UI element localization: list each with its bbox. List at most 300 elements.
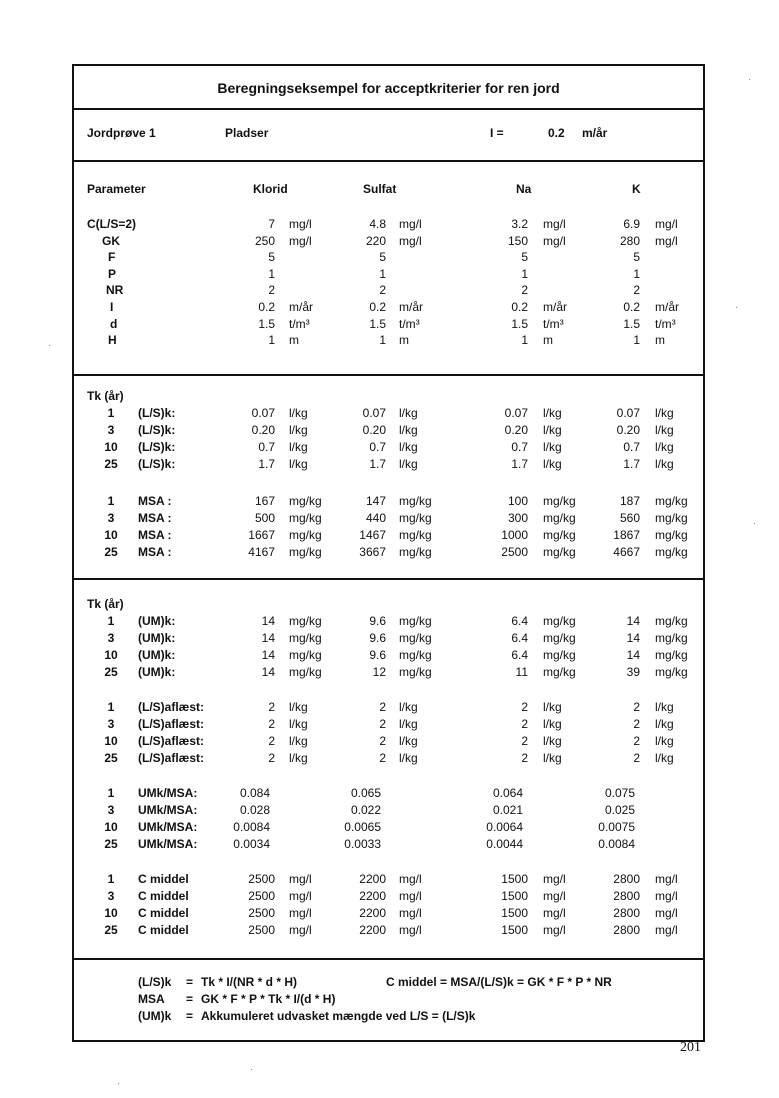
param-value: 4.8: [369, 217, 386, 231]
cell-unit: mg/kg: [543, 665, 576, 679]
tk-value: 3: [107, 889, 115, 903]
cell-unit: mg/kg: [399, 631, 432, 645]
divider-title: [72, 108, 705, 110]
param-unit: mg/l: [399, 234, 422, 248]
cell-unit: l/kg: [399, 423, 418, 437]
scan-speck: ·: [117, 1078, 121, 1089]
cell-unit: mg/kg: [543, 494, 576, 508]
param-unit: t/m³: [655, 317, 676, 331]
cell-unit: mg/kg: [289, 648, 322, 662]
cell-unit: mg/kg: [289, 528, 322, 542]
cell-value: 0.022: [350, 803, 381, 817]
cell-unit: mg/kg: [655, 511, 688, 525]
param-unit: t/m³: [289, 317, 310, 331]
cell-unit: l/kg: [399, 440, 418, 454]
param-unit: m/år: [399, 300, 423, 314]
page-title: Beregningseksempel for acceptkriterier for ren jord: [217, 80, 560, 96]
cell-value: 14: [261, 665, 275, 679]
cell-value: 1500: [501, 889, 528, 903]
place-label: Pladser: [225, 126, 269, 140]
row-label: (UM)k:: [138, 614, 176, 628]
cell-value: 560: [619, 511, 640, 525]
tk-value: 1: [107, 614, 115, 628]
cell-unit: l/kg: [543, 457, 562, 471]
tk-label: Tk (år): [87, 389, 124, 403]
param-label: I: [110, 300, 114, 314]
cell-value: 0.0075: [598, 820, 635, 834]
row-label: (UM)k:: [138, 665, 176, 679]
tk-value: 10: [104, 648, 118, 662]
cell-unit: l/kg: [399, 734, 418, 748]
cell-value: 500: [254, 511, 275, 525]
cell-value: 1.7: [369, 457, 386, 471]
tk-value: 25: [104, 923, 118, 937]
cell-unit: mg/kg: [655, 528, 688, 542]
cell-unit: mg/l: [655, 889, 678, 903]
cell-value: 2500: [248, 923, 275, 937]
cell-unit: mg/l: [399, 923, 422, 937]
row-label: C middel: [138, 872, 189, 886]
cell-unit: mg/kg: [289, 665, 322, 679]
row-label: (L/S)k:: [138, 457, 176, 471]
param-unit: m: [289, 333, 299, 347]
param-value: 280: [619, 234, 640, 248]
param-value: 5: [633, 250, 640, 264]
cell-unit: l/kg: [543, 700, 562, 714]
cell-value: 39: [626, 665, 640, 679]
cell-value: 0.20: [616, 423, 640, 437]
tk-label: Tk (år): [87, 597, 124, 611]
cell-value: 4167: [248, 545, 275, 559]
scan-speck: ·: [250, 1064, 254, 1075]
param-label: C(L/S=2): [87, 217, 137, 231]
cell-value: 14: [261, 631, 275, 645]
cell-value: 2: [379, 700, 386, 714]
cell-unit: mg/l: [655, 872, 678, 886]
cell-unit: l/kg: [289, 406, 308, 420]
cell-unit: mg/l: [543, 889, 566, 903]
cell-unit: mg/l: [399, 889, 422, 903]
tk-value: 25: [104, 457, 118, 471]
cell-value: 4667: [613, 545, 640, 559]
cell-unit: l/kg: [655, 717, 674, 731]
cell-value: 2: [268, 700, 275, 714]
param-value: 7: [268, 217, 275, 231]
cell-value: 0.07: [616, 406, 640, 420]
cell-value: 0.7: [511, 440, 528, 454]
tk-value: 10: [104, 820, 118, 834]
cell-value: 100: [507, 494, 528, 508]
cell-value: 14: [626, 648, 640, 662]
param-value: 1: [268, 267, 275, 281]
param-value: 2: [268, 283, 275, 297]
param-value: 5: [268, 250, 275, 264]
column-header: K: [632, 182, 641, 196]
cell-value: 2800: [613, 872, 640, 886]
cell-value: 2500: [248, 889, 275, 903]
param-unit: m: [399, 333, 409, 347]
cell-value: 0.7: [623, 440, 640, 454]
cell-unit: l/kg: [543, 751, 562, 765]
cell-unit: mg/l: [543, 923, 566, 937]
param-label: NR: [106, 283, 124, 297]
param-value: 1: [633, 333, 640, 347]
scan-speck: ·: [753, 518, 757, 529]
param-unit: mg/l: [289, 234, 312, 248]
cell-value: 1500: [501, 872, 528, 886]
cell-unit: mg/kg: [289, 631, 322, 645]
column-header: Klorid: [253, 182, 288, 196]
param-value: 1.5: [511, 317, 528, 331]
cell-value: 2: [268, 734, 275, 748]
param-value: 1.5: [369, 317, 386, 331]
cell-unit: mg/l: [289, 872, 312, 886]
cell-value: 1000: [501, 528, 528, 542]
cell-value: 0.0033: [344, 837, 381, 851]
formula-equals: =: [186, 975, 194, 989]
cell-unit: l/kg: [289, 751, 308, 765]
tk-value: 10: [104, 440, 118, 454]
row-label: C middel: [138, 923, 189, 937]
cell-value: 2: [521, 700, 528, 714]
param-value: 220: [365, 234, 386, 248]
param-value: 1.5: [623, 317, 640, 331]
param-label: P: [108, 267, 117, 281]
cell-value: 0.20: [251, 423, 275, 437]
cell-value: 2500: [248, 872, 275, 886]
cell-value: 2: [379, 717, 386, 731]
cell-unit: l/kg: [289, 717, 308, 731]
cell-unit: l/kg: [655, 751, 674, 765]
formula-equals: =: [186, 1009, 194, 1023]
formula-expression: Akkumuleret udvasket mængde ved L/S = (L/S)k: [201, 1009, 476, 1023]
row-label: MSA :: [138, 528, 172, 542]
cell-unit: mg/kg: [289, 494, 322, 508]
cell-value: 2200: [359, 923, 386, 937]
param-unit: m/år: [543, 300, 567, 314]
cell-unit: mg/kg: [655, 648, 688, 662]
infiltration-value: 0.2: [548, 126, 565, 140]
param-value: 150: [507, 234, 528, 248]
param-value: 2: [633, 283, 640, 297]
cell-unit: mg/kg: [655, 614, 688, 628]
cell-value: 167: [254, 494, 275, 508]
cell-value: 440: [365, 511, 386, 525]
cell-value: 11: [515, 665, 528, 679]
row-label: (L/S)aflæst:: [138, 734, 204, 748]
row-label: (L/S)aflæst:: [138, 700, 204, 714]
cell-unit: l/kg: [289, 457, 308, 471]
row-label: (L/S)k:: [138, 406, 176, 420]
param-unit: mg/l: [655, 234, 678, 248]
param-value: 1: [633, 267, 640, 281]
cell-unit: l/kg: [655, 734, 674, 748]
formula-name: (L/S)k: [138, 975, 172, 989]
cell-value: 2: [521, 734, 528, 748]
formula-expression: GK * F * P * Tk * I/(d * H): [201, 992, 336, 1006]
cell-unit: l/kg: [543, 734, 562, 748]
cell-unit: mg/kg: [655, 494, 688, 508]
cell-value: 14: [626, 614, 640, 628]
cell-value: 187: [619, 494, 640, 508]
cell-unit: mg/kg: [655, 631, 688, 645]
cell-unit: l/kg: [655, 423, 674, 437]
cell-unit: mg/l: [655, 906, 678, 920]
param-value: 5: [379, 250, 386, 264]
cell-unit: mg/kg: [543, 511, 576, 525]
tk-value: 25: [104, 837, 118, 851]
param-unit: mg/l: [289, 217, 312, 231]
cell-value: 2800: [613, 889, 640, 903]
cell-unit: l/kg: [289, 423, 308, 437]
cell-unit: mg/l: [543, 906, 566, 920]
cell-unit: mg/l: [399, 872, 422, 886]
divider-params: [72, 374, 705, 376]
cell-value: 1.7: [623, 457, 640, 471]
row-label: UMk/MSA:: [138, 837, 198, 851]
cell-unit: l/kg: [655, 700, 674, 714]
param-unit: m: [655, 333, 665, 347]
cell-value: 0.064: [492, 786, 523, 800]
cell-unit: mg/kg: [289, 545, 322, 559]
cell-unit: mg/l: [289, 906, 312, 920]
cell-unit: mg/kg: [399, 494, 432, 508]
cell-value: 1667: [248, 528, 275, 542]
divider-formulas: [72, 958, 705, 960]
cell-unit: mg/kg: [399, 528, 432, 542]
cell-value: 2: [268, 751, 275, 765]
cell-unit: l/kg: [289, 734, 308, 748]
row-label: (L/S)k:: [138, 440, 176, 454]
cell-unit: mg/l: [655, 923, 678, 937]
cell-value: 0.065: [350, 786, 381, 800]
cell-unit: mg/kg: [543, 528, 576, 542]
tk-value: 3: [107, 631, 115, 645]
row-label: MSA :: [138, 494, 172, 508]
cell-unit: l/kg: [399, 406, 418, 420]
cell-unit: mg/kg: [289, 511, 322, 525]
tk-value: 1: [107, 494, 115, 508]
cell-unit: mg/l: [399, 906, 422, 920]
param-unit: t/m³: [399, 317, 420, 331]
cell-unit: l/kg: [543, 423, 562, 437]
param-value: 0.2: [258, 300, 275, 314]
column-header: Na: [516, 182, 532, 196]
param-label: d: [110, 317, 118, 331]
cell-value: 147: [365, 494, 386, 508]
param-label: F: [108, 250, 116, 264]
formula-equals: =: [186, 992, 194, 1006]
param-value: 1: [379, 267, 386, 281]
tk-value: 1: [107, 406, 115, 420]
cell-value: 0.20: [504, 423, 528, 437]
param-unit: m/år: [655, 300, 679, 314]
param-unit: m: [543, 333, 553, 347]
cell-value: 2: [379, 734, 386, 748]
cell-unit: l/kg: [289, 700, 308, 714]
cell-value: 0.0044: [486, 837, 523, 851]
cell-value: 0.025: [604, 803, 635, 817]
cell-value: 2: [521, 717, 528, 731]
param-unit: m/år: [289, 300, 313, 314]
tk-value: 25: [104, 665, 118, 679]
cell-unit: l/kg: [655, 406, 674, 420]
cell-unit: l/kg: [543, 406, 562, 420]
cell-value: 2200: [359, 906, 386, 920]
cell-unit: l/kg: [399, 457, 418, 471]
cell-value: 0.028: [239, 803, 270, 817]
scan-speck: ·: [48, 340, 52, 351]
cell-unit: mg/kg: [289, 614, 322, 628]
formula-expression: Tk * I/(NR * d * H): [201, 975, 298, 989]
cell-unit: l/kg: [543, 440, 562, 454]
cell-unit: mg/kg: [655, 545, 688, 559]
cell-value: 6.4: [511, 614, 528, 628]
row-label: (L/S)aflæst:: [138, 751, 204, 765]
cell-unit: mg/l: [289, 923, 312, 937]
cell-unit: l/kg: [655, 457, 674, 471]
cell-value: 0.075: [604, 786, 635, 800]
row-label: MSA :: [138, 511, 172, 525]
cell-value: 2: [633, 717, 640, 731]
tk-value: 1: [107, 786, 115, 800]
page-number: 201: [680, 1040, 701, 1055]
tk-value: 10: [104, 528, 118, 542]
divider-ls-msa: [72, 578, 705, 580]
cell-unit: mg/kg: [399, 614, 432, 628]
cell-value: 1867: [613, 528, 640, 542]
param-label: GK: [102, 234, 120, 248]
cell-value: 0.0064: [486, 820, 523, 834]
tk-value: 3: [107, 717, 115, 731]
cell-unit: l/kg: [543, 717, 562, 731]
row-label: (UM)k:: [138, 631, 176, 645]
cell-value: 0.0065: [344, 820, 381, 834]
tk-value: 3: [107, 423, 115, 437]
sample-label: Jordprøve 1: [87, 126, 156, 140]
cell-value: 0.0034: [233, 837, 270, 851]
param-value: 6.9: [623, 217, 640, 231]
row-label: UMk/MSA:: [138, 786, 198, 800]
cell-value: 6.4: [511, 631, 528, 645]
param-value: 5: [521, 250, 528, 264]
param-value: 3.2: [511, 217, 528, 231]
tk-value: 3: [107, 803, 115, 817]
cell-value: 2: [633, 751, 640, 765]
row-label: C middel: [138, 889, 189, 903]
param-value: 250: [254, 234, 275, 248]
cell-value: 2: [521, 751, 528, 765]
param-value: 1: [379, 333, 386, 347]
cell-value: 14: [626, 631, 640, 645]
row-label: (L/S)aflæst:: [138, 717, 204, 731]
cell-value: 2: [379, 751, 386, 765]
cell-value: 9.6: [369, 631, 386, 645]
param-value: 1: [521, 267, 528, 281]
cell-unit: mg/kg: [543, 631, 576, 645]
param-unit: mg/l: [543, 217, 566, 231]
formula-name: MSA: [138, 992, 165, 1006]
row-label: MSA :: [138, 545, 172, 559]
cell-value: 2800: [613, 923, 640, 937]
row-label: UMk/MSA:: [138, 820, 198, 834]
param-value: 0.2: [511, 300, 528, 314]
param-value: 0.2: [369, 300, 386, 314]
cell-value: 3667: [359, 545, 386, 559]
cell-value: 1500: [501, 906, 528, 920]
cell-value: 14: [261, 648, 275, 662]
cell-unit: mg/kg: [543, 545, 576, 559]
cell-value: 2200: [359, 872, 386, 886]
tk-value: 25: [104, 545, 118, 559]
cell-unit: mg/l: [289, 889, 312, 903]
cell-value: 6.4: [511, 648, 528, 662]
divider-header: [72, 160, 705, 162]
cell-unit: l/kg: [399, 717, 418, 731]
tk-value: 25: [104, 751, 118, 765]
cell-value: 1500: [501, 923, 528, 937]
param-value: 0.2: [623, 300, 640, 314]
cell-unit: l/kg: [399, 700, 418, 714]
cell-value: 2: [633, 734, 640, 748]
cell-value: 0.07: [362, 406, 386, 420]
param-value: 1.5: [258, 317, 275, 331]
cell-unit: mg/l: [543, 872, 566, 886]
cell-unit: l/kg: [655, 440, 674, 454]
cell-value: 2200: [359, 889, 386, 903]
cell-value: 1.7: [258, 457, 275, 471]
cell-value: 0.7: [258, 440, 275, 454]
row-label: C middel: [138, 906, 189, 920]
param-unit: mg/l: [399, 217, 422, 231]
tk-value: 10: [104, 734, 118, 748]
cell-value: 12: [372, 665, 386, 679]
tk-value: 10: [104, 906, 118, 920]
cell-value: 2800: [613, 906, 640, 920]
cell-value: 1467: [359, 528, 386, 542]
param-value: 1: [521, 333, 528, 347]
param-label: H: [108, 333, 117, 347]
cell-value: 9.6: [369, 648, 386, 662]
scan-speck: ·: [748, 74, 752, 85]
cell-value: 2: [268, 717, 275, 731]
formula-c-middel: C middel = MSA/(L/S)k = GK * F * P * NR: [386, 975, 612, 989]
column-header: Sulfat: [363, 182, 397, 196]
cell-unit: mg/kg: [399, 665, 432, 679]
scan-speck: ·: [735, 302, 739, 313]
param-unit: t/m³: [543, 317, 564, 331]
cell-unit: mg/kg: [543, 648, 576, 662]
cell-value: 300: [507, 511, 528, 525]
cell-value: 1.7: [511, 457, 528, 471]
tk-value: 1: [107, 700, 115, 714]
param-value: 2: [379, 283, 386, 297]
cell-value: 2500: [501, 545, 528, 559]
cell-unit: mg/kg: [399, 648, 432, 662]
infiltration-label: I =: [490, 126, 504, 140]
row-label: (L/S)k:: [138, 423, 176, 437]
tk-value: 3: [107, 511, 115, 525]
cell-value: 0.7: [369, 440, 386, 454]
param-value: 1: [268, 333, 275, 347]
cell-value: 0.0084: [233, 820, 270, 834]
cell-value: 0.07: [504, 406, 528, 420]
cell-value: 2: [633, 700, 640, 714]
cell-value: 14: [261, 614, 275, 628]
cell-unit: l/kg: [399, 751, 418, 765]
cell-value: 0.07: [251, 406, 275, 420]
tk-value: 1: [107, 872, 115, 886]
